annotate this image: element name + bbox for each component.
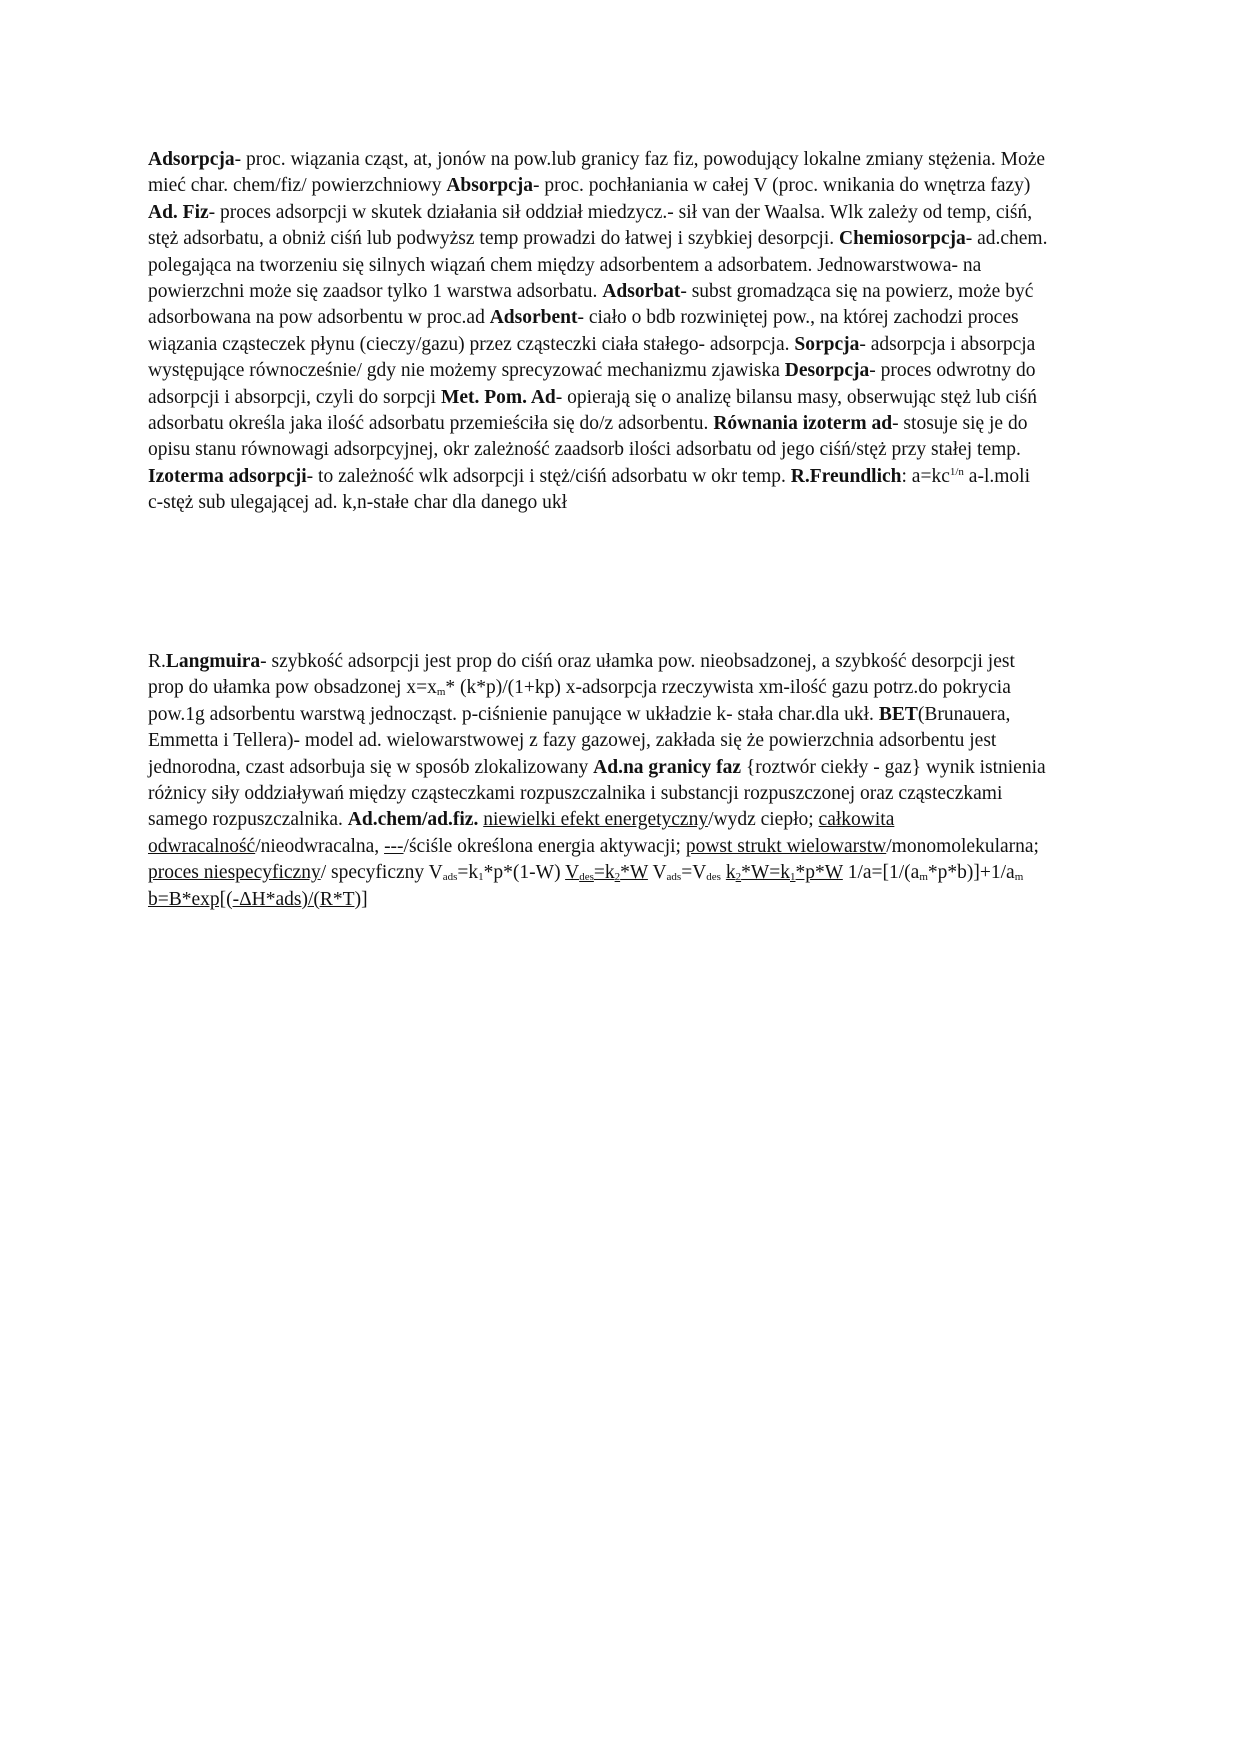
text-segment: b=B*exp[(-ΔH*ads)/(R*T)] (148, 888, 368, 910)
term-heading: Ad.na granicy faz (593, 756, 742, 778)
text-segment: /ściśle określona energia aktywacji; (403, 835, 686, 857)
paragraph-definitions (148, 147, 1048, 517)
text-segment: des (706, 871, 721, 884)
term-heading: Adsorbat (602, 281, 681, 303)
text-segment: 1/a=[1/(a (842, 862, 920, 884)
term-heading: Langmuira (165, 651, 261, 672)
text-segment: =V (681, 862, 707, 884)
text-segment: ads (442, 871, 458, 884)
text-segment: *W=k (741, 862, 790, 884)
term-heading: Met. Pom. Ad (440, 386, 556, 408)
text-segment: - adsorpcja i absorpcja występujące równocześnie/ gdy nie możemy sprecyzować mechanizmu zjawiska (148, 333, 1036, 382)
text-segment: - ciało o bdb rozwiniętej pow., na której zachodzi proces wiązania cząsteczek płynu (cieczy/gazu) przez cząsteczki ciała stałego- adsorpcja. (148, 307, 1019, 355)
term-heading: BET (878, 703, 918, 725)
text-segment: m (436, 686, 446, 699)
term-heading: Adsorpcja (148, 149, 235, 170)
text-segment: /wydz ciepło; (708, 809, 819, 831)
text-segment: 2 (614, 871, 621, 884)
text-segment: *p*(1-W) (483, 862, 566, 884)
term-heading: Absorpcja (446, 175, 534, 197)
term-heading: R.Freundlich (790, 465, 902, 487)
text-segment: - stosuje się je do opisu stanu równowagi adsorpcyjnej, okr zależność zaadsorb ilości adsorbatu od jego ciśń/stęż przy stałej temp. (148, 413, 1028, 461)
text-segment: 1 (478, 871, 484, 884)
text-segment: /monomolekularna; (886, 835, 1039, 857)
text-segment: ads (666, 871, 682, 884)
text-segment: - proces odwrotny do adsorpcji i absorpcji, czyli do sorpcji (148, 360, 1036, 408)
text-segment: - subst gromadząca się na powierz, może być adsorbowana na pow adsorbentu w proc.ad (148, 281, 1034, 329)
text-segment: =k (593, 862, 615, 884)
term-heading: Adsorbent (489, 307, 578, 329)
text-segment: - ad.chem. polegająca na tworzeniu się silnych wiązań chem między adsorbentem a adsorbatem. Jednowarstwowa- na powierzchni może się zaadsor tylko 1 warstwa adsorbatu. (148, 228, 1048, 303)
text-segment: --- (384, 835, 404, 857)
term-heading: Sorpcja (794, 333, 860, 355)
text-segment: / specyficzny V (320, 862, 443, 884)
term-heading: Izoterma adsorpcji (148, 465, 307, 487)
text-segment: *W (620, 862, 648, 884)
text-segment: a-l.moli c-stęż sub ulegającej ad. k,n-stałe char dla danego ukł (148, 465, 1030, 514)
text-segment: (Brunauera, Emmetta i Tellera)- model ad. wielowarstwowej z fazy gazowej, zakłada się że powierzchnia adsorbentu jest jednorodna, czast adsorbuja się w sposób zlokalizowany (148, 703, 1011, 778)
term-heading: Desorpcja (784, 360, 870, 382)
text-segment: proces niespecyficzny (148, 862, 321, 884)
text-segment: *p*b)]+1/a (927, 862, 1015, 884)
text-segment: k (725, 862, 736, 884)
text-segment: - proc. wiązania cząst, at, jonów na pow.lub granicy faz fiz, powodujący lokalne zmiany stężenia. Może mieć char. chem/fiz/ powierzchniowy (148, 149, 1046, 197)
paragraph-langmuir-bet (148, 649, 1048, 913)
text-segment: *p*W (795, 862, 843, 884)
text-segment: niewielki efekt energetyczny (483, 809, 709, 831)
text-segment: 2 (735, 871, 742, 884)
text-segment: - opierają się o analizę bilansu masy, obserwując stęż lub ciśń adsorbatu określa jaka ilość adsorbatu przemieściła się do/z adsorbentu. (148, 386, 1037, 435)
text-segment: * (k*p)/(1+kp) x-adsorpcja rzeczywista xm-ilość gazu potrz.do pokrycia pow.1g adsorbentu warstwą jednocząst. p-ciśnienie panujące w układzie k- stała char.dla ukł. (148, 677, 1011, 725)
term-heading: Równania izoterm ad (713, 413, 893, 435)
text-segment: - szybkość adsorpcji jest prop do ciśń oraz ułamka pow. nieobsadzonej, a szybkość desorpcji jest prop do ułamka pow obsadzonej x=x (148, 651, 1015, 699)
text-segment: V (647, 862, 667, 884)
term-heading: Ad. Fiz (148, 201, 209, 223)
text-segment: 1/n (949, 465, 964, 478)
term-heading: Chemiosorpcja (838, 228, 966, 250)
term-heading: Ad.chem/ad.fiz. (347, 809, 479, 831)
text-segment: - proc. pochłaniania w całej V (proc. wnikania do wnętrza fazy) (533, 175, 1031, 197)
text-segment: V (565, 862, 580, 884)
text-segment: - to zależność wlk adsorpcji i stęż/ciśń adsorbatu w okr temp. (306, 465, 791, 487)
text-segment: 1 (790, 871, 796, 884)
text-segment: des (579, 871, 594, 884)
text-segment: - proces adsorpcji w skutek działania sił oddział miedzycz.- sił van der Waalsa. Wlk zależy od temp, ciśń, stęż adsorbatu, a obniż ciśń lub podwyższ temp prowadzi do łatwej i szybkiej desorpcji. (148, 201, 1033, 250)
text-segment: całkowita odwracalność (148, 809, 895, 857)
text-segment: m (919, 871, 928, 884)
text-segment: powst strukt wielowarstw (685, 835, 887, 857)
text-segment: =k (457, 862, 479, 884)
text-segment: /nieodwracalna, (255, 835, 385, 857)
text-segment: m (1014, 871, 1024, 884)
text-segment: : a=kc (901, 465, 950, 487)
text-segment: R. (148, 651, 166, 672)
text-segment: {roztwór ciekły - gaz} wynik istnienia różnicy siły oddziaływań między cząsteczkami rozpuszczalnika i substancji rozpuszczonej oraz cząsteczkami samego rozpuszczalnika. (148, 756, 1046, 831)
